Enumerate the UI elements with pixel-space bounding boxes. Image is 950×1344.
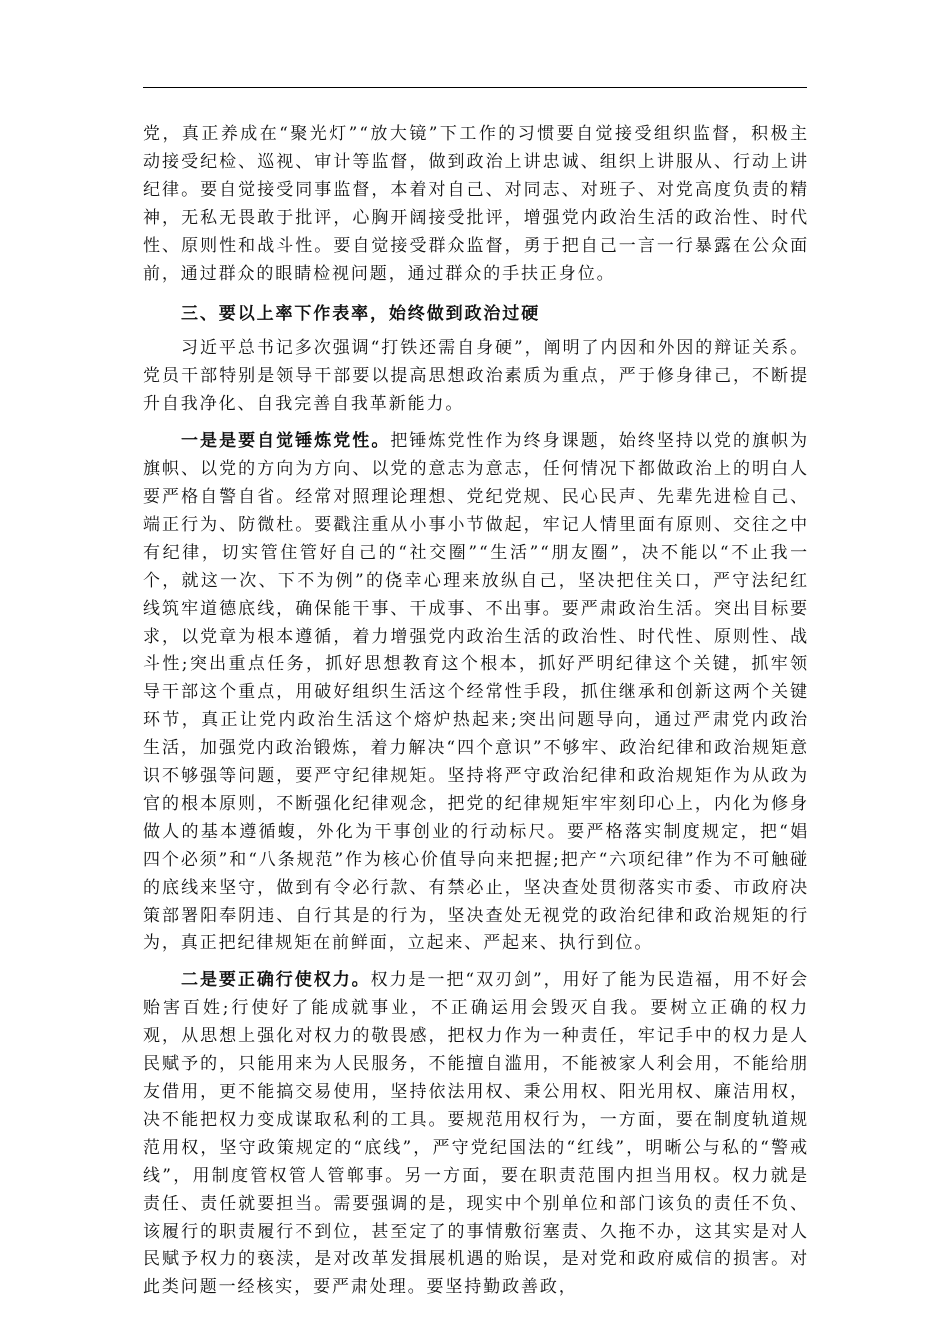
header-rule — [143, 87, 807, 88]
paragraph-party-spirit — [143, 428, 809, 958]
paragraph-body: 权力是一把“双刃剑”，用好了能为民造福，用不好会贻害百姓;行使好了能成就事业，不正确运用会毁灭自我。要树立正确的权力观，从思想上强化对权力的敬畏感，把权力作为一种责任，牢记手中的权力是人民赋予的，只能用来为人民服务，不能擅自滥用，不能被家人利会用，不能给朋友借用，更不能搞交易使用，坚持依法用权、秉公用权、阳光用权、廉洁用权，决不能把权力变成谋取私利的工具。要规范用权行为，一方面，要在制度轨道规范用权，坚守政策规定的“底线”，严守党纪国法的“红线”，明晰公与私的“警戒线”，用制度管权管人管郸事。另一方面，要在职责范围内担当用权。权力就是责任、责任就要担当。需要强调的是，现实中个别单位和部门该负的责任不负、该履行的职责履行不到位，甚至定了的事情敷衍塞责、久拖不办，这其实是对人民赋予权力的亵渎，是对改革发揖展机遇的贻误，是对党和政府威信的损害。对此类问题一经核实，要严肃处理。要坚持勤政善政， — [143, 970, 810, 1298]
document-body — [143, 121, 809, 1302]
paragraph-intro: 习近平总书记多次强调“打铁还需自身硬”，阐明了内因和外因的辩证关系。党员干部特别是领导干部要以提高思想政治素质为重点，严于修身律己，不断提升自我净化、自我完善自我革新能力。 — [143, 338, 809, 415]
paragraph-body: 把锤炼党性作为终身课题，始终坚持以党的旗帜为旗帜、以党的方向为方向、以党的意志为意志，任何情况下都做政治上的明白人要严格自警自省。经常对照理论理想、党纪党规、民心民声、先辈先进检自己、端正行为、防微杜。要戳注重从小事小节做起，牢记人情里面有原则、交往之中有纪律，切实管住管好自己的“社交圈”“生活”“朋友圈”，决不能以“不止我一个，就这一次、下不为例”的侥幸心理来放纵自己，坚决把住关口，严守法纪红线筑牢道德底线，确保能干事、干成事、不出事。要严肃政治生活。突出目标要求，以党章为根本遵循，着力增强党内政治生活的政治性、时代性、原则性、战斗性;突出重点任务，抓好思想教育这个根本，抓好严明纪律这个关键，抓牢领导干部这个重点，用破好组织生活这个经常性手段，抓住继承和创新这两个关键环节，真正让党内政治生活这个熔炉热起来;突出问题导向，通过严肃党内政治生活，加强党内政治锻炼，着力解决“四个意识”不够牢、政治纪律和政治规矩意识不够强等问题，要严守纪律规矩。坚持将严守政治纪律和政治规矩作为从政为官的根本原则，不断强化纪律观念，把党的纪律规矩牢牢刻印心上，内化为修身做人的基本遵循蝮，外化为干事创业的行动标尺。要严格落实制度规定，把“娼四个必须”和“八条规范”作为核心价值导向来把握;把产“六项纪律”作为不可触碰的底线来坚守，做到有令必行款、有禁必止，坚决查处贯彻落实市委、市政府决策部署阳奉阴违、自行其是的行为，坚决查处无视党的政治纪律和政治规矩的行为，真正把纪律规矩在前鲜面，立起来、严起来、执行到位。 — [143, 431, 809, 954]
paragraph-lead-heading: 一是是要自觉锤炼党性。 — [181, 431, 391, 452]
paragraph-power — [143, 967, 809, 1302]
section-heading: 三、要以上率下作表率，始终做到政治过硬 — [181, 304, 541, 325]
paragraph-continuation: 党，真正养成在“聚光灯”“放大镜”下工作的习惯要自觉接受组织监督，积极主动接受纪检、巡视、审计等监督，做到政治上讲忠诚、组织上讲服从、行动上讲纪律。要自觉接受同事监督，本着对自己、对同志、对班子、对党高度负责的精神，无私无畏敢于批评，心胸开阔接受批评，增强党内政治生活的政治性、时代性、原则性和战斗性。要自觉接受群众监督，勇于把自己一言一行暴露在公众面前，通过群众的眼睛检视问题，通过群众的手扶正身位。 — [143, 124, 809, 284]
paragraph-lead-heading: 二是要正确行使权力。 — [181, 970, 371, 991]
